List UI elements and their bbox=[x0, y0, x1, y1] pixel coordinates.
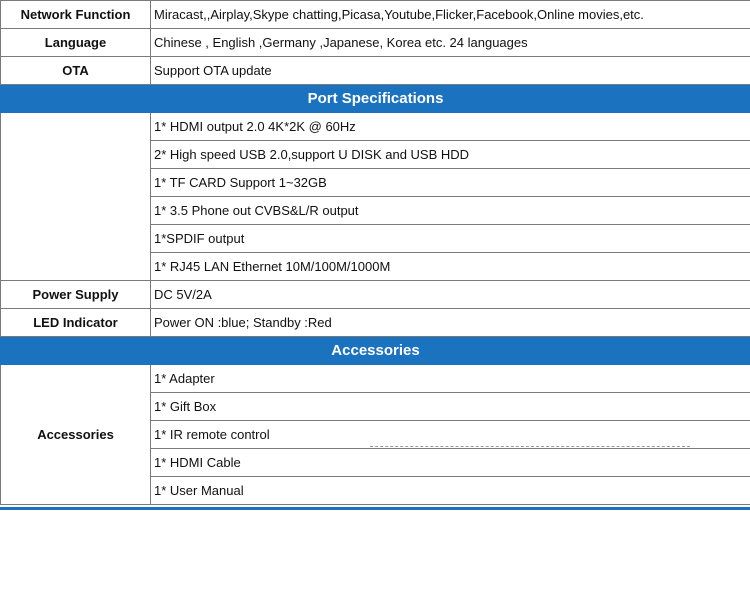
row-value: Power ON :blue; Standby :Red bbox=[151, 309, 750, 337]
section-title: Port Specifications bbox=[1, 85, 750, 113]
port-item: 1* RJ45 LAN Ethernet 10M/100M/1000M bbox=[151, 253, 750, 281]
port-item: 1*SPDIF output bbox=[151, 225, 750, 253]
port-group-label bbox=[1, 113, 151, 281]
row-label: Power Supply bbox=[1, 281, 151, 309]
row-label: Language bbox=[1, 29, 151, 57]
accessory-item: 1* User Manual bbox=[151, 477, 750, 505]
accessory-item: 1* IR remote control bbox=[151, 421, 750, 449]
row-value: Miracast,,Airplay,Skype chatting,Picasa,Youtube,Flicker,Facebook,Online movies,etc. bbox=[151, 1, 750, 29]
bottom-rule bbox=[0, 507, 750, 510]
table-row bbox=[1, 113, 750, 141]
table-row bbox=[1, 29, 750, 57]
accessory-item: 1* Gift Box bbox=[151, 393, 750, 421]
port-item: 1* 3.5 Phone out CVBS&L/R output bbox=[151, 197, 750, 225]
port-item: 1* TF CARD Support 1~32GB bbox=[151, 169, 750, 197]
port-item: 1* HDMI output 2.0 4K*2K @ 60Hz bbox=[151, 113, 750, 141]
row-label: Network Function bbox=[1, 1, 151, 29]
section-header-port bbox=[1, 85, 750, 113]
accessory-item: 1* Adapter bbox=[151, 365, 750, 393]
row-value: DC 5V/2A bbox=[151, 281, 750, 309]
row-label: LED Indicator bbox=[1, 309, 151, 337]
row-label: OTA bbox=[1, 57, 151, 85]
row-value: Chinese , English ,Germany ,Japanese, Korea etc. 24 languages bbox=[151, 29, 750, 57]
table-row bbox=[1, 57, 750, 85]
accessory-item: 1* HDMI Cable bbox=[151, 449, 750, 477]
accessories-group-label: Accessories bbox=[1, 365, 151, 505]
table-row bbox=[1, 365, 750, 393]
table-row bbox=[1, 1, 750, 29]
row-value: Support OTA update bbox=[151, 57, 750, 85]
watermark-dash bbox=[370, 446, 690, 447]
table-row bbox=[1, 309, 750, 337]
table-row bbox=[1, 281, 750, 309]
section-header-accessories bbox=[1, 337, 750, 365]
section-title: Accessories bbox=[1, 337, 750, 365]
port-item: 2* High speed USB 2.0,support U DISK and USB HDD bbox=[151, 141, 750, 169]
